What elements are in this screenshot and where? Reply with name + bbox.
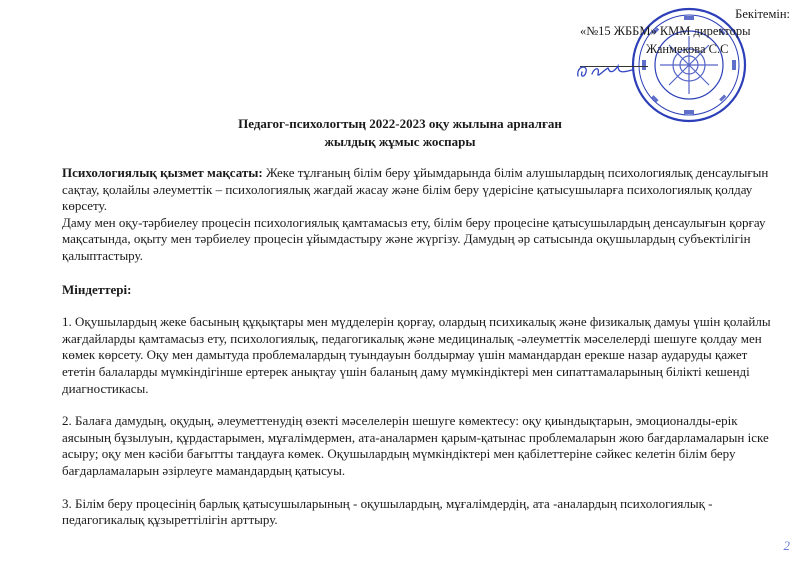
task-item-3: 3. Білім беру процесінің барлық қатысушыларының - оқушылардың, мұғалімдердің, ата -аналардың психологиялық - педагогикалық құзыреттілігін арттыру. bbox=[62, 495, 713, 528]
goal-text-1: Жеке тұлғаның білім беру ұйымдарында білім алушылардың психологиялық денсаулығын сақтау, қолайлы әлеуметтік – психологиялық жағдай жасау және білім беру үдерісіне қатысушыларға психологиялық қолдау көрсету. bbox=[62, 165, 769, 214]
approval-school: «№15 ЖББМ» КММ директоры bbox=[580, 24, 751, 38]
document-body bbox=[62, 165, 777, 529]
task-item-2: 2. Балаға дамудың, оқудың, әлеуметтенудің өзекті мәселелерін шешуге көмектесу: оқу қиындықтарын, эмоционалды-ерік аясының бұзылуын, құрдастарымен, мұғалімдермен, ата-аналармен қарым-қатынас проблемаларын жою бағдарламаларын іске асыру; оқу мен кәсіби бағытты таңдауға көмек. Оқушылардың мүмкіндіктері мен қабілеттеріне сәйкес келетін білім беру бағдарламаларын әзірлеуге мамандардың қатысуы. bbox=[62, 413, 769, 478]
goal-paragraph bbox=[62, 165, 777, 215]
tasks-heading: Міндеттері: bbox=[62, 281, 132, 297]
handwritten-signature bbox=[574, 60, 638, 82]
page-number: 2 bbox=[783, 538, 790, 553]
approval-block bbox=[560, 6, 790, 56]
spacer bbox=[62, 265, 777, 282]
approval-name: Жанмекова С.С bbox=[646, 42, 729, 56]
goal-label: Психологиялық қызмет мақсаты: bbox=[62, 165, 263, 180]
goal-text-2: Даму мен оқу-тәрбиелеу процесін психологиялық қамтамасыз ету, білім беру процесіне қатысушылардың денсаулығын қорғау мақсатында, оқыту мен тәрбиелеу процесін ұйымдастыру және жүргізу. Дамудың әр сатысында оқушылардың субъектілігін қалыптастыру. bbox=[62, 214, 766, 263]
approval-label: Бекітемін: bbox=[735, 7, 790, 21]
title-line-1: Педагог-психологтың 2022-2023 оқу жылына арналған bbox=[238, 116, 562, 131]
document-title bbox=[0, 115, 800, 151]
title-line-2: жылдық жұмыс жоспары bbox=[324, 134, 476, 149]
task-item-1: 1. Оқушылардың жеке басының құқықтары мен мүдделерін қорғау, олардың психикалық және физикалық дамуы үшін қолайлы жағдайларды қамтамасыз ету, психологиялық, педагогикалық және медициналық -әлеуметтік мәселелерді шешуге қолдау мен көмек көрсету. Оқу мен дамытуда проблемалардың туындауын болдырмау үшін мамандардан ерекше назар аударуды қажет ететін балаларды мүмкіндігінше ертерек анықтау үшін баланың даму мүмкіндіктері мен сипаттамаларының білікті кешенді диагностикасы. bbox=[62, 314, 771, 396]
